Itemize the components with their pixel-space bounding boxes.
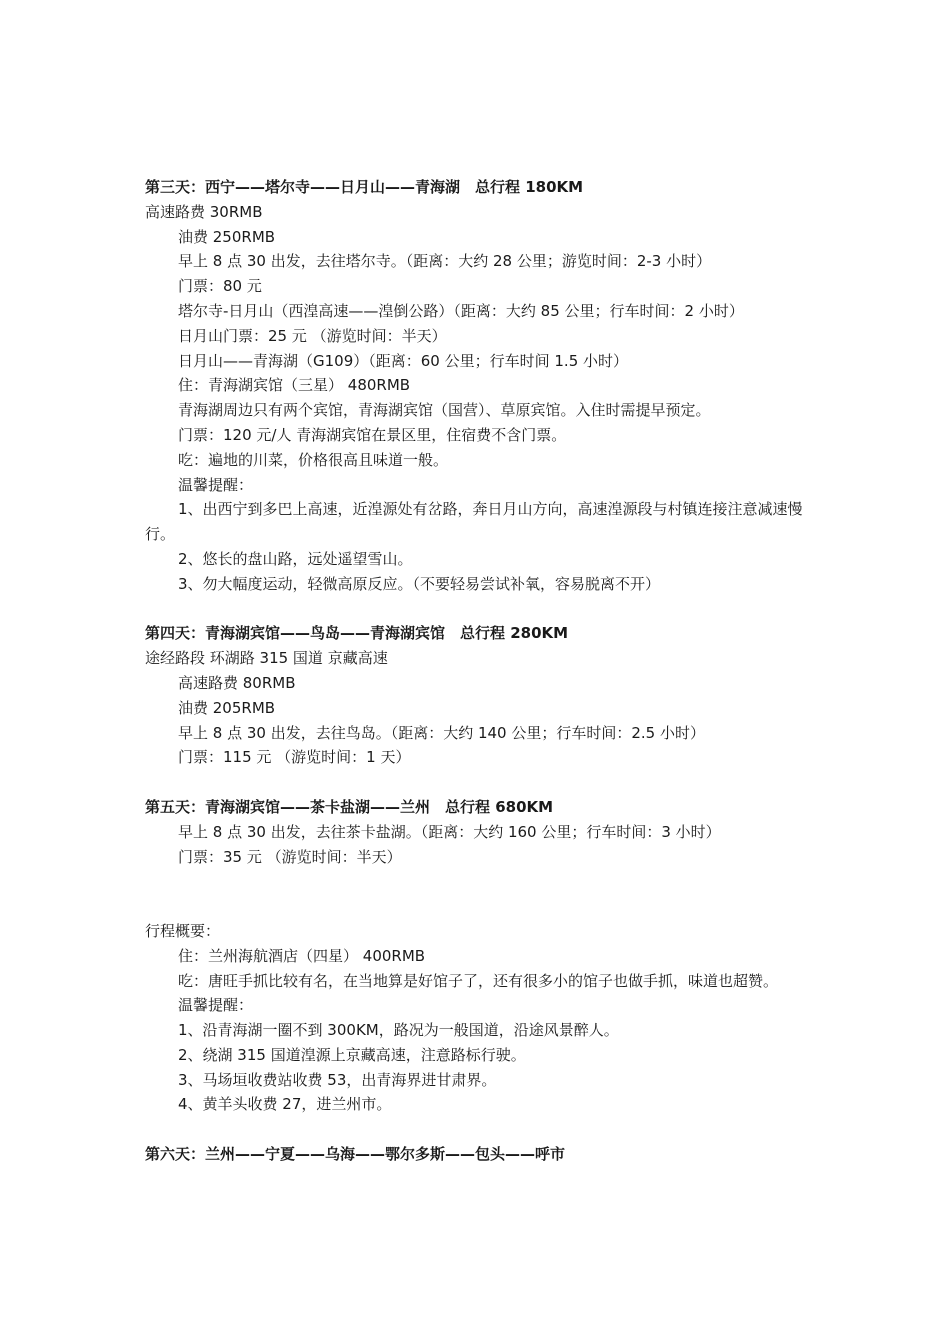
day3-line: 日月山门票：25 元 （游览时间：半天） (178, 326, 447, 345)
day4-line: 门票：115 元 （游览时间：1 天） (178, 748, 411, 767)
day5-heading: 第五天：青海湖宾馆——茶卡盐湖——兰州 总行程 680KM (145, 797, 554, 816)
overview-line: 2、绕湖 315 国道湟源上京藏高速，注意路标行驶。 (178, 1045, 526, 1064)
day4-line: 油费 205RMB (178, 698, 276, 717)
day3-line: 2、悠长的盘山路，远处遥望雪山。 (178, 549, 413, 568)
overview-line: 1、沿青海湖一圈不到 300KM，路况为一般国道，沿途风景醉人。 (178, 1021, 619, 1040)
overview-line: 吃：唐旺手抓比较有名，在当地算是好馆子了，还有很多小的馆子也做手抓，味道也超赞。 (178, 971, 779, 990)
day3-line: 住：青海湖宾馆（三星） 480RMB (178, 376, 411, 395)
day4-line: 早上 8 点 30 出发，去往鸟岛。（距离：大约 140 公里；行车时间：2.5 小时） (178, 723, 705, 742)
day3-line: 油费 250RMB (178, 227, 276, 246)
overview-line: 温馨提醒： (178, 996, 254, 1015)
day4-line: 途经路段 环湖路 315 国道 京藏高速 (145, 649, 388, 668)
spacer (145, 869, 805, 919)
day3-heading: 第三天：西宁——塔尔寺——日月山——青海湖 总行程 180KM (145, 178, 584, 196)
spacer (145, 597, 805, 622)
day3-line: 吃：遍地的川菜，价格很高且味道一般。 (178, 450, 449, 469)
day4-line: 高速路费 80RMB (178, 673, 296, 692)
day3-line: 早上 8 点 30 出发，去往塔尔寺。（距离：大约 28 公里；游览时间：2-3 小时） (178, 252, 712, 271)
overview-line: 住：兰州海航酒店（四星） 400RMB (178, 946, 426, 965)
day3-line: 门票：80 元 (178, 277, 262, 296)
day3-line: 青海湖周边只有两个宾馆，青海湖宾馆（国营）、草原宾馆。入住时需提早预定。 (178, 401, 711, 420)
day3-line: 塔尔寺-日月山（西湟高速——湟倒公路）（距离：大约 85 公里；行车时间：2 小时） (178, 301, 744, 320)
day3-line: 高速路费 30RMB (145, 202, 263, 221)
day5-line: 门票：35 元 （游览时间：半天） (178, 847, 402, 866)
day6-heading: 第六天：兰州——宁夏——乌海——鄂尔多斯——包头——呼市 (145, 1145, 566, 1164)
document-body (145, 175, 805, 1167)
day5-line: 早上 8 点 30 出发，去往茶卡盐湖。（距离：大约 160 公里；行车时间：3 小时） (178, 822, 721, 841)
day3-line: 温馨提醒： (178, 475, 254, 494)
overview-line: 3、马场垣收费站收费 53，出青海界进甘肃界。 (178, 1070, 497, 1089)
overview-line: 4、黄羊头收费 27，进兰州市。 (178, 1095, 392, 1114)
spacer (145, 770, 805, 795)
day4-heading: 第四天：青海湖宾馆——鸟岛——青海湖宾馆 总行程 280KM (145, 624, 569, 643)
day3-line: 门票：120 元/人 青海湖宾馆在景区里，住宿费不含门票。 (178, 425, 567, 444)
day3-line: 1、出西宁到多巴上高速，近湟源处有岔路，奔日月山方向，高速湟源段与村镇连接注意减速慢行。 (145, 500, 803, 544)
day3-line: 日月山——青海湖（G109）（距离：60 公里；行车时间 1.5 小时） (178, 351, 629, 370)
spacer (145, 1117, 805, 1142)
day3-line: 3、勿大幅度运动，轻微高原反应。（不要轻易尝试补氧，容易脱离不开） (178, 574, 661, 593)
overview-heading: 行程概要： (145, 921, 221, 940)
